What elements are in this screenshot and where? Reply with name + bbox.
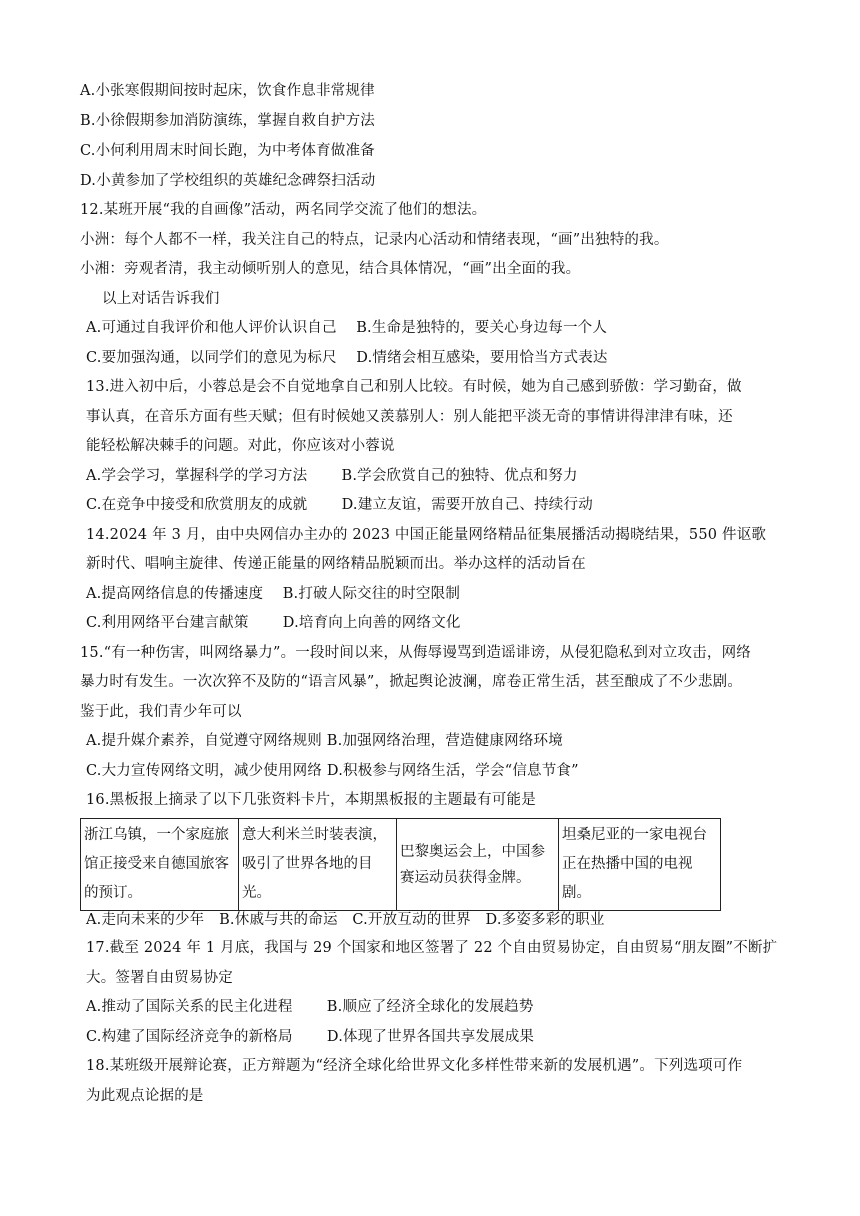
q17-options-cd: C.构建了国际经济竞争的新格局 D.体现了世界各国共享发展成果 — [86, 1029, 535, 1045]
q12-dialog-1: 小洲：每个人都不一样，我关注自己的特点，记录内心活动和情绪表现，“画”出独特的我。 — [80, 232, 669, 248]
q14-options-ab: A.提高网络信息的传播速度 B.打破人际交往的时空限制 — [86, 586, 461, 602]
q11-option-b: B.小徐假期参加消防演练，掌握自救自护方法 — [80, 113, 375, 129]
q12-prompt: 以上对话告诉我们 — [102, 291, 220, 307]
q14-options-cd: C.利用网络平台建言献策 D.培育向上向善的网络文化 — [86, 615, 461, 631]
q16-card-2: 意大利米兰时装表演，吸引了世界各地的目光。 — [239, 819, 397, 911]
q12-dialog-2: 小湘：旁观者清，我主动倾听别人的意见，结合具体情况，“画”出全面的我。 — [80, 261, 581, 277]
q14-line-1: 14.2024 年 3 月，由中央网信办主办的 2023 中国正能量网络精品征集展播活动揭晓结果，550 件讴歌 — [86, 527, 767, 543]
q13-line-3: 能轻松解决棘手的问题。对此，你应该对小蓉说 — [86, 438, 395, 454]
q16-card-4: 坦桑尼亚的一家电视台正在热播中国的电视剧。 — [559, 819, 721, 911]
table-row — [81, 819, 721, 911]
q15-options-ab: A.提升媒介素养，自觉遵守网络规则 B.加强网络治理，营造健康网络环境 — [86, 733, 563, 749]
q11-option-c: C.小何利用周末时间长跑，为中考体育做准备 — [80, 143, 375, 159]
q17-line-1: 17.截至 2024 年 1 月底，我国与 29 个国家和地区签署了 22 个自由贸易协定，自由贸易“朋友圈”不断扩 — [86, 940, 778, 956]
q14-line-2: 新时代、唱响主旋律、传递正能量的网络精品脱颖而出。举办这样的活动旨在 — [86, 556, 586, 572]
q16-options: A.走向未来的少年 B.休戚与共的命运 C.开放互动的世界 D.多姿多彩的职业 — [86, 912, 605, 928]
q15-line-1: 15.“有一种伤害，叫网络暴力”。一段时间以来，从侮辱谩骂到造谣诽谤，从侵犯隐私到对立攻击，网络 — [80, 645, 751, 661]
q18-line-2: 为此观点论据的是 — [86, 1088, 204, 1104]
q16-card-1: 浙江乌镇，一个家庭旅馆正接受来自德国旅客的预订。 — [81, 819, 239, 911]
q12-options-cd: C.要加强沟通，以同学们的意见为标尺 D.情绪会相互感染，要用恰当方式表达 — [86, 350, 608, 366]
q16-stem: 16.黑板报上摘录了以下几张资料卡片，本期黑板报的主题最有可能是 — [86, 792, 536, 808]
q13-line-2: 事认真，在音乐方面有些天赋；但有时候她又羡慕别人：别人能把平淡无奇的事情讲得津津有味，还 — [86, 409, 733, 425]
q15-line-2: 暴力时有发生。一次次猝不及防的“语言风暴”，掀起舆论波澜，席卷正常生活，甚至酿成了不少悲剧。 — [80, 674, 743, 690]
q12-options-ab: A.可通过自我评价和他人评价认识自己 B.生命是独特的，要关心身边每一个人 — [86, 320, 608, 336]
q12-stem: 12.某班开展“我的自画像”活动，两名同学交流了他们的想法。 — [80, 202, 487, 218]
q17-options-ab: A.推动了国际关系的民主化进程 B.顺应了经济全球化的发展趋势 — [86, 999, 534, 1015]
q11-option-a: A.小张寒假期间按时起床，饮食作息非常规律 — [80, 83, 375, 99]
q18-line-1: 18.某班级开展辩论赛，正方辩题为“经济全球化给世界文化多样性带来新的发展机遇”。下列选项可作 — [86, 1058, 743, 1074]
q13-line-1: 13.进入初中后，小蓉总是会不自觉地拿自己和别人比较。有时候，她为自己感到骄傲：学习勤奋，做 — [86, 379, 742, 395]
q13-options-ab: A.学会学习，掌握科学的学习方法 B.学会欣赏自己的独特、优点和努力 — [86, 468, 578, 484]
q16-card-table — [80, 818, 721, 911]
q16-card-3: 巴黎奥运会上，中国参赛运动员获得金牌。 — [397, 819, 559, 911]
q15-line-3: 鉴于此，我们青少年可以 — [80, 704, 242, 720]
q13-options-cd: C.在竞争中接受和欣赏朋友的成就 D.建立友谊，需要开放自己、持续行动 — [86, 497, 593, 513]
q15-options-cd: C.大力宣传网络文明，减少使用网络 D.积极参与网络生活，学会“信息节食” — [86, 763, 579, 779]
q17-line-2: 大。签署自由贸易协定 — [86, 970, 233, 986]
q11-option-d: D.小黄参加了学校组织的英雄纪念碑祭扫活动 — [80, 173, 376, 189]
